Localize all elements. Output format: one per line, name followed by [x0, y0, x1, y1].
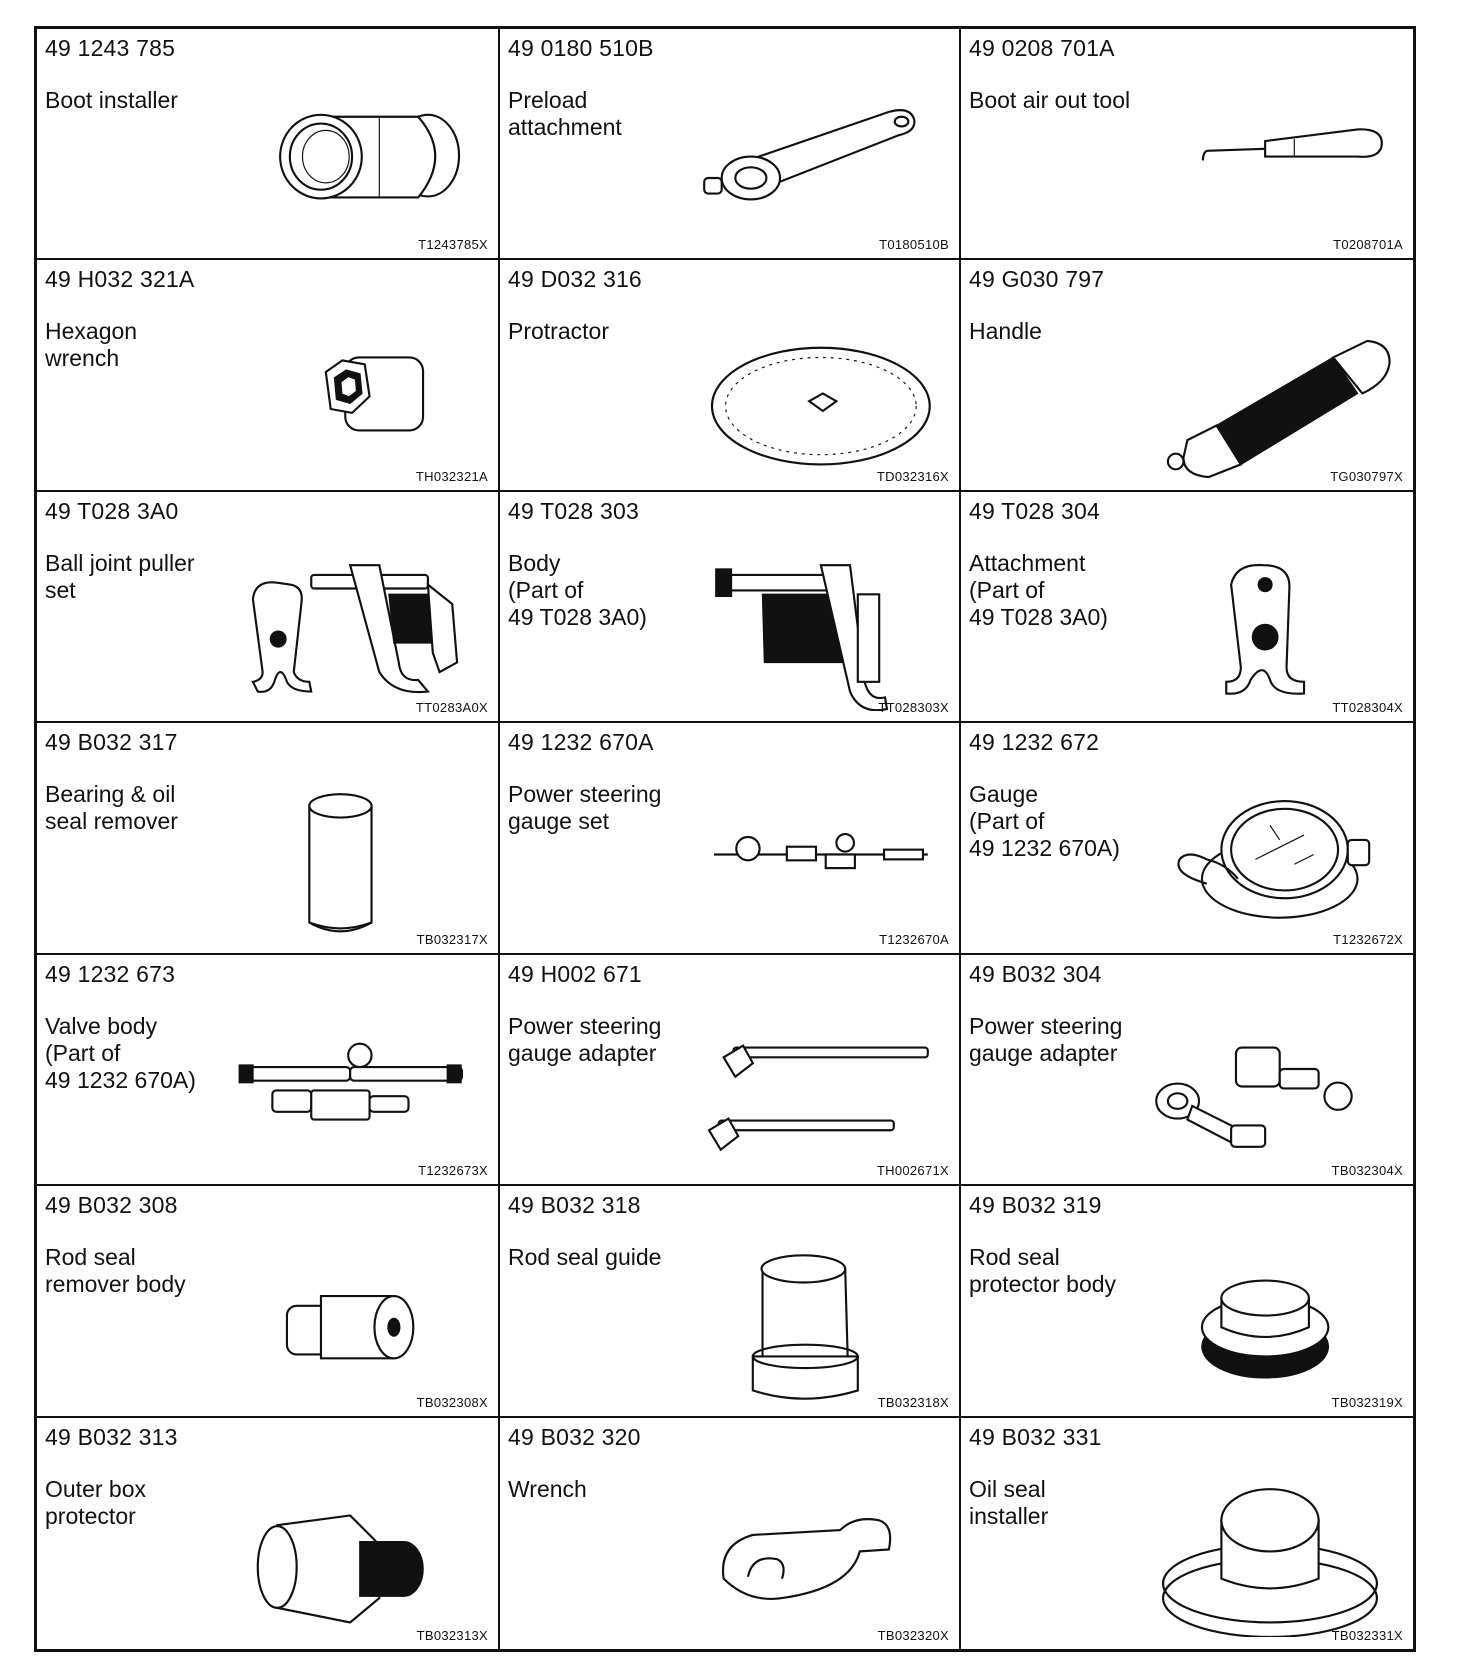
tool-cell — [500, 260, 961, 491]
tool-name — [508, 1244, 718, 1271]
tool-cell — [500, 955, 961, 1186]
tool-cell — [961, 1418, 1413, 1649]
ball-joint-puller-set-icon — [230, 536, 480, 711]
part-number: 49 D032 316 — [508, 266, 642, 293]
tool-cell — [961, 29, 1413, 260]
tool-name-line: attachment — [508, 114, 622, 140]
tool-cell — [37, 29, 500, 260]
figure-code: TB032317X — [416, 931, 488, 947]
tool-name-line: Oil seal — [969, 1475, 1046, 1502]
valve-body-icon — [230, 999, 480, 1174]
tool-name — [508, 781, 718, 835]
part-number: 49 1232 673 — [45, 960, 176, 987]
tool-name — [45, 1013, 255, 1094]
figure-code: T1243785X — [418, 237, 488, 253]
tool-cell — [961, 260, 1413, 491]
rod-seal-remover-icon — [230, 1230, 480, 1405]
tool-name-line: Wrench — [508, 1475, 587, 1502]
tool-name-line: Hexagon — [45, 318, 138, 345]
figure-code: T1232673X — [418, 1163, 488, 1179]
oil-seal-installer-icon — [1145, 1462, 1395, 1637]
figure-code: TT0283A0X — [415, 700, 488, 716]
tool-cell — [500, 29, 961, 260]
part-number: 49 B032 317 — [45, 729, 178, 756]
tool-name-line: Handle — [969, 318, 1042, 345]
tool-cell — [37, 955, 500, 1186]
figure-code: TT028303X — [878, 700, 949, 716]
figure-code: T1232672X — [1333, 931, 1403, 947]
fitting-adapter-icon — [1145, 999, 1395, 1174]
tool-name — [508, 1013, 718, 1067]
part-number: 49 B032 308 — [45, 1192, 178, 1219]
tool-name-line: Gauge — [969, 781, 1039, 808]
tool-cell — [37, 1186, 500, 1417]
tool-name — [45, 87, 255, 114]
tool-name — [508, 87, 718, 141]
outer-box-protector-icon — [230, 1462, 480, 1637]
figure-code: TB032331X — [1331, 1628, 1403, 1643]
tool-name — [508, 1476, 718, 1503]
tool-cell — [500, 1186, 961, 1417]
boot-installer-icon — [230, 73, 480, 248]
part-number: 49 B032 319 — [969, 1192, 1102, 1219]
figure-code: TB032318X — [877, 1394, 949, 1410]
tool-name-line: gauge adapter — [508, 1039, 657, 1066]
bearing-seal-remover-icon — [230, 767, 480, 942]
part-number: 49 T028 303 — [508, 497, 639, 524]
tool-name-line: Bearing & oil — [45, 781, 176, 808]
part-number: 49 T028 3A0 — [45, 497, 179, 524]
tool-cell — [961, 723, 1413, 954]
tool-name-line: installer — [969, 1502, 1049, 1529]
preload-attachment-icon — [691, 73, 941, 248]
handle-icon — [1145, 304, 1395, 479]
part-number: 49 1243 785 — [45, 35, 176, 61]
tool-name-line: Protractor — [508, 318, 609, 345]
rod-seal-guide-icon — [691, 1230, 941, 1405]
part-number: 49 1232 672 — [969, 729, 1100, 756]
part-number: 49 1232 670A — [508, 729, 654, 756]
boot-air-out-tool-icon — [1145, 73, 1395, 248]
tool-name-line: Boot installer — [45, 87, 178, 113]
tool-name-line: Body — [508, 549, 561, 576]
tool-cell — [500, 492, 961, 723]
tool-name-line: Ball joint puller — [45, 549, 195, 576]
gauge-set-icon — [691, 767, 941, 942]
tool-cell — [500, 723, 961, 954]
tool-cell — [961, 1186, 1413, 1417]
tool-cell — [500, 1418, 961, 1649]
tool-name-line: protector — [45, 1502, 136, 1529]
puller-body-icon — [691, 536, 941, 711]
tool-name-line: Power steering — [969, 1012, 1123, 1039]
figure-code: TT028304X — [1332, 700, 1403, 716]
tool-name-line: (Part of — [969, 576, 1045, 603]
part-number: 49 B032 320 — [508, 1423, 641, 1450]
tool-name-line: Attachment — [969, 549, 1086, 576]
tool-name — [45, 1476, 255, 1530]
tool-name — [508, 550, 718, 631]
tool-name-line: (Part of — [45, 1039, 121, 1066]
part-number: 49 B032 318 — [508, 1192, 641, 1219]
tool-name-line: Rod seal — [969, 1244, 1060, 1271]
tool-name-line: 49 T028 3A0) — [508, 603, 647, 630]
part-number: 49 B032 313 — [45, 1423, 178, 1450]
rod-seal-protector-icon — [1145, 1230, 1395, 1405]
figure-code: T1232670A — [879, 931, 949, 947]
tool-cell — [37, 492, 500, 723]
figure-code: T0208701A — [1333, 237, 1403, 253]
tool-name-line: Rod seal — [45, 1244, 136, 1271]
tool-name-line: Outer box — [45, 1475, 146, 1502]
figure-code: TB032304X — [1331, 1163, 1403, 1179]
tool-name-line: Power steering — [508, 1012, 662, 1039]
tool-name-line: remover body — [45, 1271, 186, 1298]
tool-name-line: Preload — [508, 87, 588, 113]
tool-name-line: set — [45, 576, 76, 603]
tool-name-line: gauge set — [508, 808, 610, 835]
tool-name-line: (Part of — [508, 576, 584, 603]
puller-attachment-icon — [1145, 536, 1395, 711]
tool-cell — [37, 1418, 500, 1649]
hose-adapter-icon — [691, 999, 941, 1174]
figure-code: TB032319X — [1331, 1394, 1403, 1410]
protractor-icon — [691, 304, 941, 479]
part-number: 49 B032 331 — [969, 1423, 1102, 1450]
tool-cell — [961, 955, 1413, 1186]
part-number: 49 0208 701A — [969, 35, 1115, 61]
part-number: 49 T028 304 — [969, 497, 1100, 524]
hexagon-wrench-icon — [230, 304, 480, 479]
figure-code: TD032316X — [876, 468, 949, 484]
pressure-gauge-icon — [1145, 767, 1395, 942]
figure-code: TB032308X — [416, 1394, 488, 1410]
figure-code: TG030797X — [1330, 468, 1403, 484]
tool-cell — [37, 723, 500, 954]
tool-name-line: wrench — [45, 345, 120, 372]
part-number: 49 B032 304 — [969, 960, 1102, 987]
part-number: 49 H002 671 — [508, 960, 642, 987]
figure-code: TB032313X — [416, 1628, 488, 1643]
tool-name-line: gauge adapter — [969, 1039, 1118, 1066]
tool-cell — [961, 492, 1413, 723]
tool-name-line: protector body — [969, 1271, 1117, 1298]
figure-code: TB032320X — [877, 1628, 949, 1643]
tool-name-line: Boot air out tool — [969, 87, 1131, 113]
special-tools-table — [34, 26, 1416, 1652]
part-number: 49 0180 510B — [508, 35, 654, 61]
tool-name — [45, 1244, 255, 1298]
tool-name — [45, 318, 255, 372]
tool-name-line: (Part of — [969, 808, 1045, 835]
tool-name-line: Rod seal guide — [508, 1244, 662, 1271]
tool-name — [508, 318, 718, 345]
figure-code: TH032321A — [415, 468, 488, 484]
tool-name-line: 49 T028 3A0) — [969, 603, 1108, 630]
figure-code: T0180510B — [879, 237, 949, 253]
hook-wrench-icon — [691, 1462, 941, 1637]
tool-name — [45, 781, 255, 835]
tool-name — [45, 550, 255, 604]
figure-code: TH002671X — [876, 1163, 949, 1179]
tool-name-line: 49 1232 670A) — [969, 835, 1120, 862]
tool-name-line: Power steering — [508, 781, 662, 808]
tool-name-line: 49 1232 670A) — [45, 1066, 196, 1093]
part-number: 49 G030 797 — [969, 266, 1105, 293]
tool-name-line: seal remover — [45, 808, 178, 835]
tool-name-line: Valve body — [45, 1012, 158, 1039]
part-number: 49 H032 321A — [45, 266, 195, 293]
tool-cell — [37, 260, 500, 491]
